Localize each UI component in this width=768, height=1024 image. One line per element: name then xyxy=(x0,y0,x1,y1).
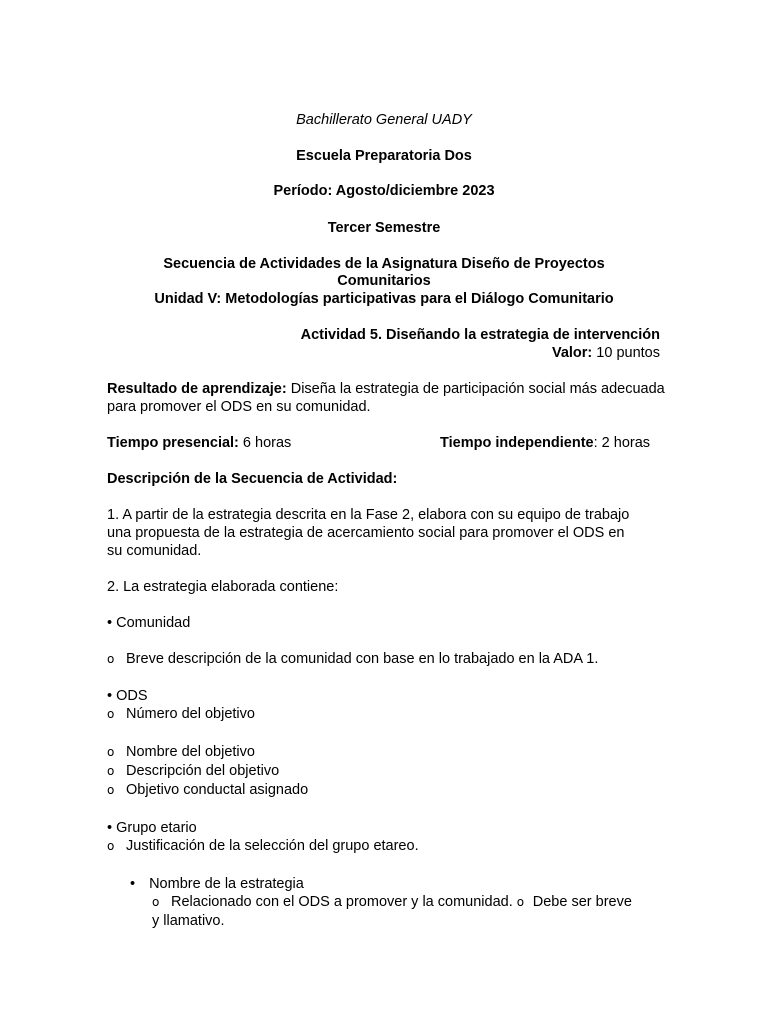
period: Período: Agosto/diciembre 2023 xyxy=(273,183,495,199)
learning-outcome xyxy=(107,380,667,416)
bullet-icon: • xyxy=(107,820,113,836)
description-heading: Descripción de la Secuencia de Actividad: xyxy=(107,471,398,487)
institution-name: Bachillerato General UADY xyxy=(296,112,472,128)
description-item1-line1: 1. A partir de la estrategia descrita en la Fase 2, elabora con su equipo de trabajo xyxy=(107,507,630,523)
activity-title: Actividad 5. Diseñando la estrategia de intervención xyxy=(300,327,660,343)
list-subitem-ods-2: o Nombre del objetivo xyxy=(107,744,255,760)
time-presencial-label: Tiempo presencial: xyxy=(107,435,239,451)
list-item-ods: • ODS xyxy=(107,688,148,704)
sequence-title-line1: Secuencia de Actividades de la Asignatura Diseño de Proyectos xyxy=(163,256,605,272)
list-subitem-ods-3: o Descripción del objetivo xyxy=(107,763,280,779)
circle-bullet-icon: o xyxy=(107,745,115,759)
bullet-icon: • xyxy=(107,688,113,704)
circle-bullet-icon: o xyxy=(107,652,115,666)
sequence-title-line2: Comunitarios xyxy=(337,273,431,289)
list-item-estrategia: • Nombre de la estrategia xyxy=(130,876,304,892)
circle-bullet-icon: o xyxy=(107,764,115,778)
description-item1-line3: su comunidad. xyxy=(107,543,202,559)
learning-outcome-text: Diseña la estrategia de participación social más adecuada para promover el ODS en su comunidad. xyxy=(107,381,665,415)
time-presencial xyxy=(107,434,291,452)
circle-bullet-icon: o xyxy=(516,895,525,909)
time-presencial-value: 6 horas xyxy=(238,435,292,451)
description-item1-line2: una propuesta de la estrategia de acercamiento social para promover el ODS en xyxy=(107,525,625,541)
list-subitem-ods-4: o Objetivo conductal asignado xyxy=(107,782,309,798)
circle-bullet-icon: o xyxy=(107,839,115,853)
bullet-icon: • xyxy=(107,615,113,631)
activity-value xyxy=(552,344,660,362)
semester: Tercer Semestre xyxy=(327,220,441,236)
time-independiente xyxy=(440,434,650,452)
list-item-comunidad: • Comunidad xyxy=(107,615,191,631)
activity-value-text: 10 puntos xyxy=(592,345,660,361)
list-subitem-ods-1: o Número del objetivo xyxy=(107,706,255,722)
learning-outcome-label: Resultado de aprendizaje: xyxy=(107,381,287,397)
list-subitem-grupo: o Justificación de la selección del grupo etareo. xyxy=(107,838,419,854)
list-subitem-comunidad: o Breve descripción de la comunidad con base en lo trabajado en la ADA 1. xyxy=(107,651,599,667)
unit-title: Unidad V: Metodologías participativas para el Diálogo Comunitario xyxy=(154,291,614,307)
description-item2: 2. La estrategia elaborada contiene: xyxy=(107,579,339,595)
activity-value-label: Valor: xyxy=(551,345,593,361)
time-independiente-label: Tiempo independiente xyxy=(440,435,594,451)
list-subitem-estrategia-cont: y llamativo. xyxy=(152,913,225,929)
list-subitem-estrategia: o Relacionado con el ODS a promover y la comunidad. o Debe ser breve xyxy=(152,894,632,910)
bullet-icon: • xyxy=(130,876,136,892)
school-name: Escuela Preparatoria Dos xyxy=(296,148,472,164)
circle-bullet-icon: o xyxy=(152,895,160,909)
circle-bullet-icon: o xyxy=(107,707,115,721)
time-independiente-value: : 2 horas xyxy=(593,435,651,451)
list-item-grupo: • Grupo etario xyxy=(107,820,197,836)
circle-bullet-icon: o xyxy=(107,783,115,797)
